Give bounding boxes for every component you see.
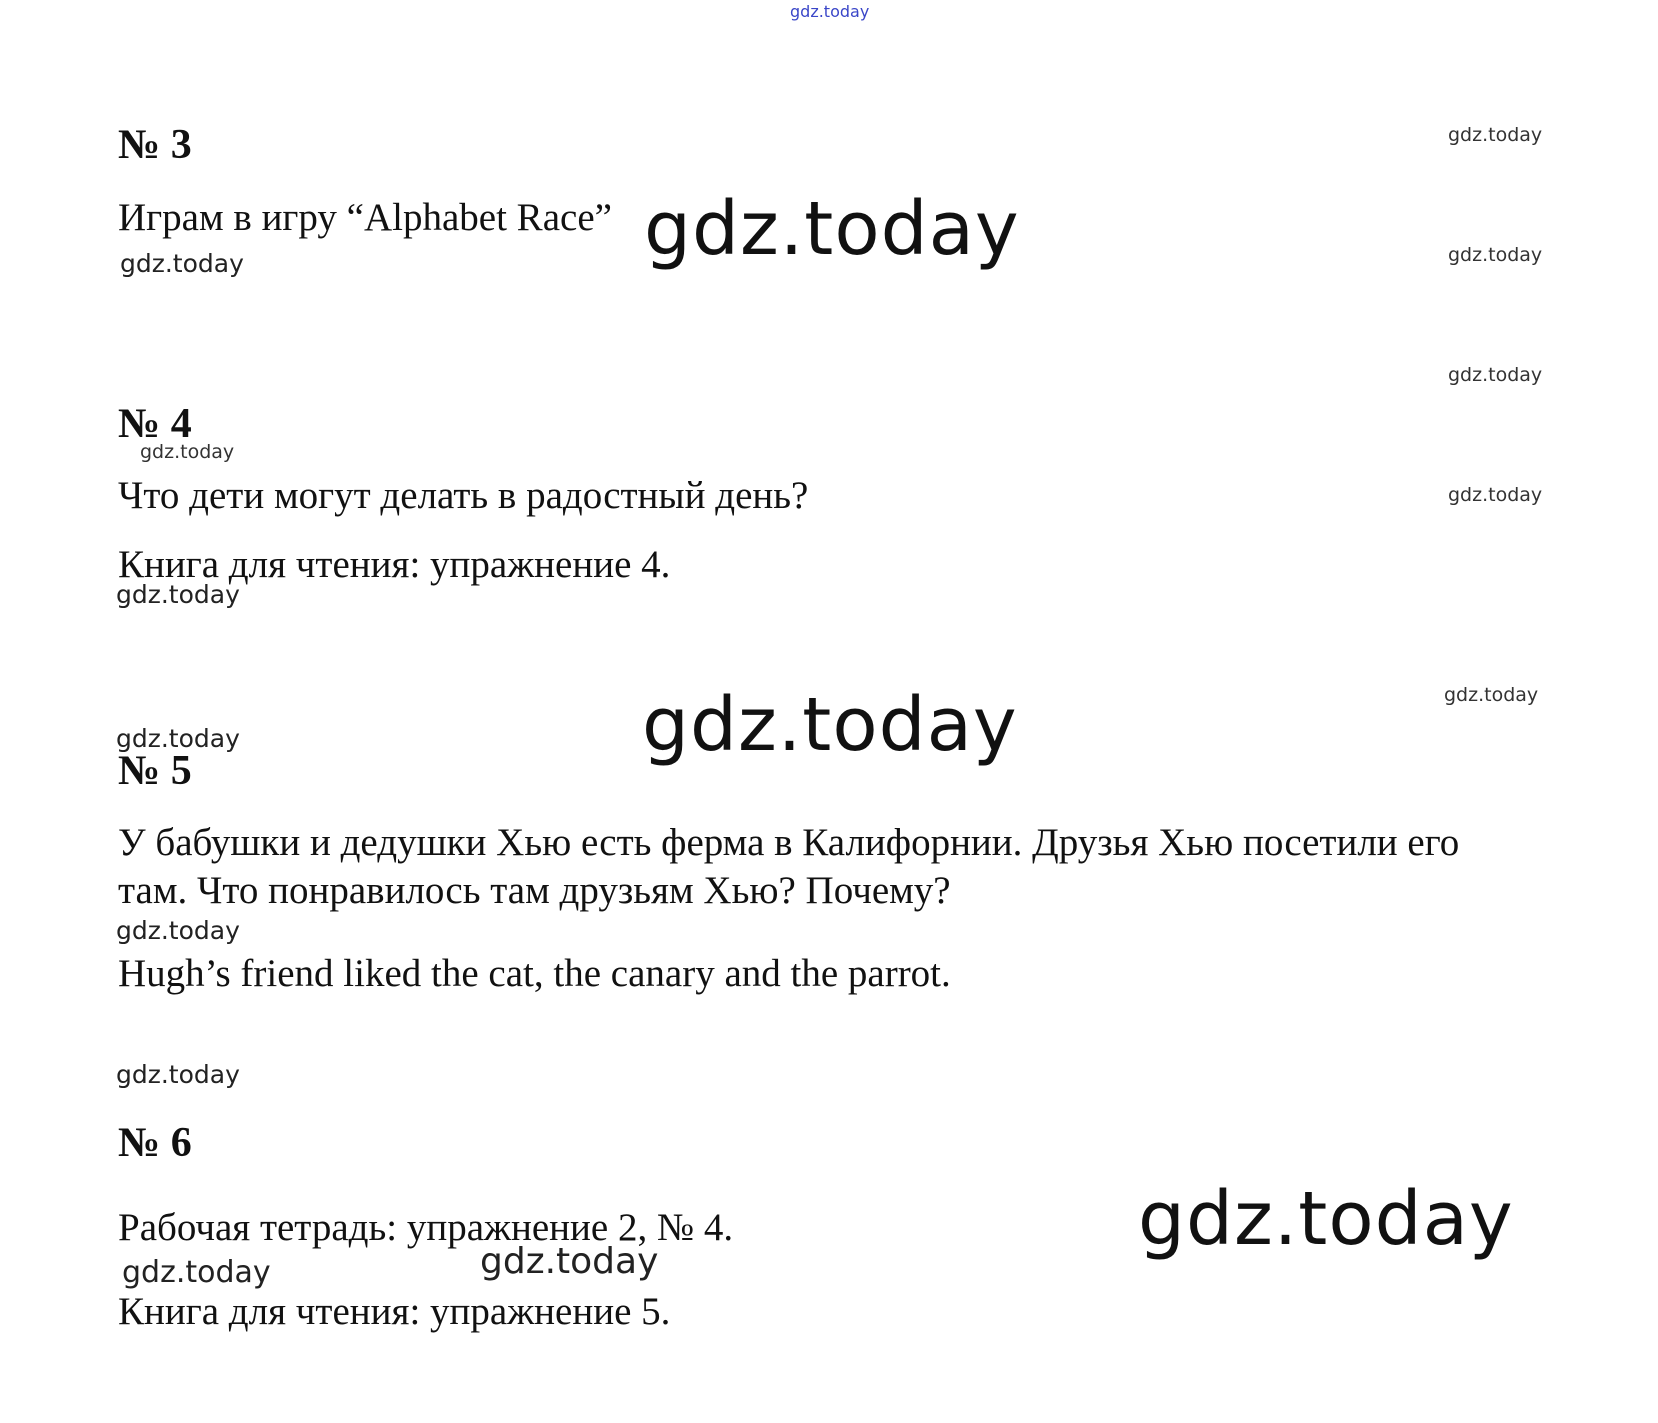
watermark-right-2: gdz.today — [1448, 244, 1543, 266]
watermark-top: gdz.today — [790, 2, 870, 21]
watermark-center-small: gdz.today — [480, 1241, 659, 1282]
watermark-right-4: gdz.today — [1448, 484, 1543, 506]
task-6-line-1: Рабочая тетрадь: упражнение 2, № 4. — [118, 1206, 734, 1249]
watermark-right-3: gdz.today — [1448, 364, 1543, 386]
task-3-number: № 3 — [118, 122, 192, 168]
watermark-large-2: gdz.today — [642, 682, 1018, 768]
watermark-left-3: gdz.today — [116, 724, 240, 753]
watermark-left-4: gdz.today — [116, 916, 240, 945]
task-5-line-1: У бабушки и дедушки Хью есть ферма в Калифорнии. Друзья Хью посетили его — [118, 821, 1460, 864]
task-5-line-2: там. Что понравилось там друзьям Хью? Почему? — [118, 869, 951, 912]
task-4-number: № 4 — [118, 401, 192, 447]
task-4-line-2: Книга для чтения: упражнение 4. — [118, 543, 671, 586]
watermark-left-6: gdz.today — [122, 1255, 271, 1290]
task-6-number: № 6 — [118, 1120, 192, 1166]
watermark-left-1: gdz.today — [120, 249, 244, 278]
watermark-large-1: gdz.today — [644, 186, 1020, 272]
watermark-left-2: gdz.today — [116, 580, 240, 609]
task-5-number: № 5 — [118, 748, 192, 794]
watermark-right-1: gdz.today — [1448, 124, 1543, 146]
task-3-line-1: Играм в игру “Alphabet Race” — [118, 196, 612, 239]
task-6-line-2: Книга для чтения: упражнение 5. — [118, 1290, 671, 1333]
task-5-line-3: Hugh’s friend liked the cat, the canary and the parrot. — [118, 952, 951, 995]
watermark-left-small: gdz.today — [140, 441, 235, 463]
watermark-right-5: gdz.today — [1444, 684, 1539, 706]
watermark-large-3: gdz.today — [1138, 1176, 1514, 1262]
watermark-left-5: gdz.today — [116, 1060, 240, 1089]
task-4-line-1: Что дети могут делать в радостный день? — [118, 474, 809, 517]
